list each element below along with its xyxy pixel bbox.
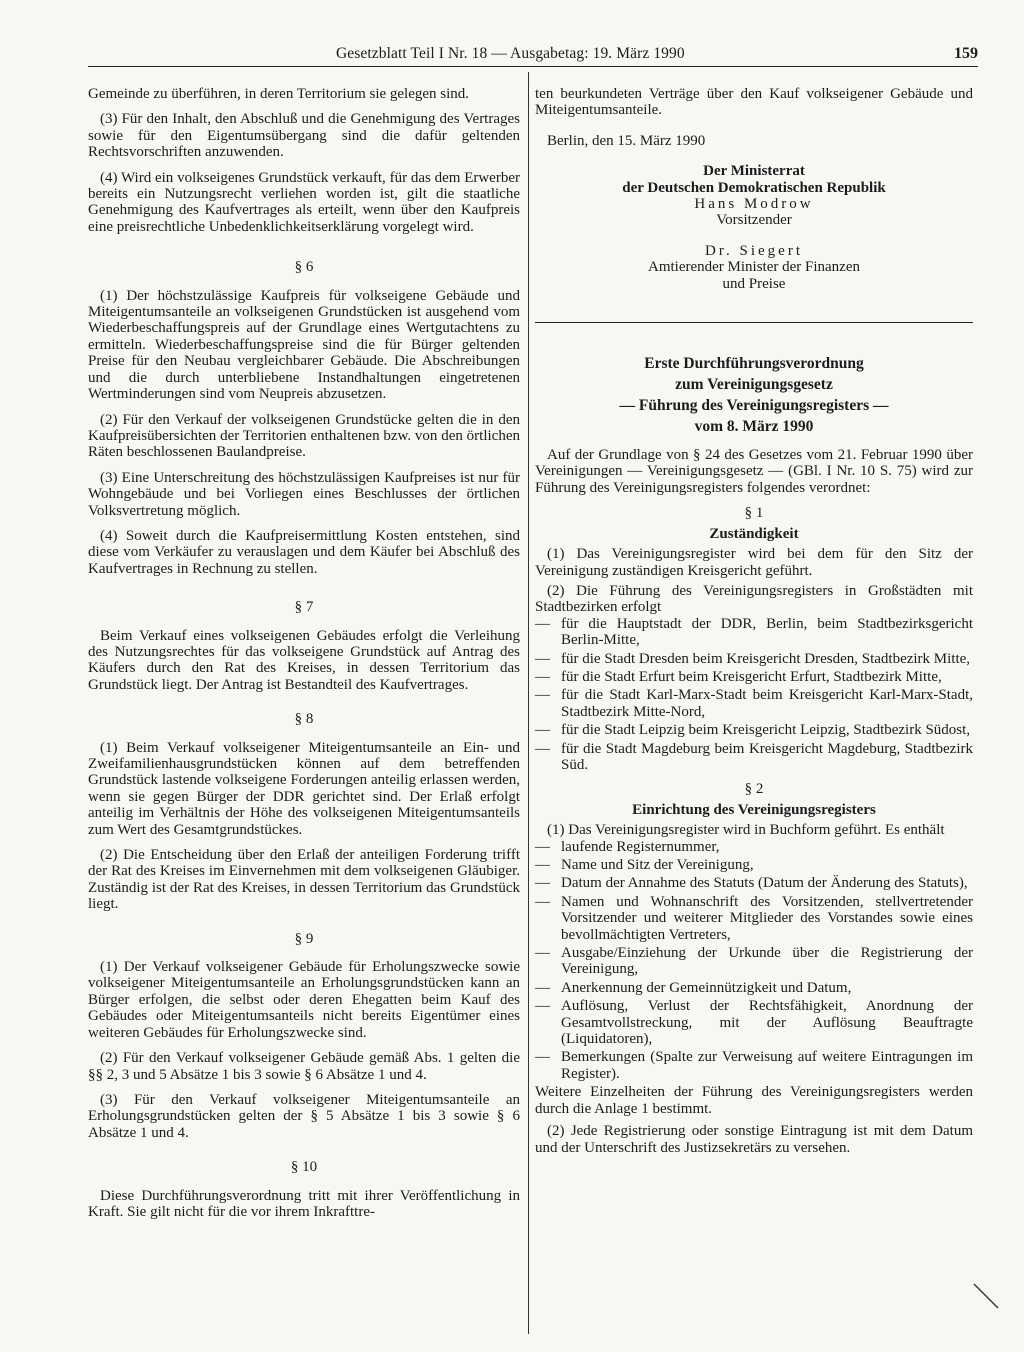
paragraph: (1) Das Vereinigungsregister wird bei dem für den Sitz der Vereinigung zuständigen Kreisgericht geführt.: [535, 546, 973, 579]
dash: —: [535, 998, 550, 1015]
list-item: [535, 616, 973, 649]
page-number: 159: [954, 45, 978, 62]
list-item-text: für die Stadt Magdeburg beim Kreisgericht Magdeburg, Stadtbezirk Süd.: [561, 740, 973, 773]
paragraph: Diese Durchführungsverordnung tritt mit ihrer Veröffentlichung in Kraft. Sie gilt nicht für die vor ihrem Inkrafttre-: [88, 1187, 520, 1220]
dash: —: [535, 740, 550, 757]
dash: —: [535, 857, 550, 873]
section-title: Einrichtung des Vereinigungsregisters: [632, 801, 876, 818]
list-item-text: für die Stadt Karl-Marx-Stadt beim Kreisgericht Karl-Marx-Stadt, Stadtbezirk Mitte-Nord,: [561, 687, 973, 720]
paragraph: (2) Die Führung des Vereinigungsregisters in Großstädten mit Stadtbezirken erfolgt: [535, 582, 973, 616]
section-heading: § 8: [294, 711, 314, 728]
dash: —: [535, 893, 550, 910]
section-heading: § 9: [294, 930, 314, 947]
signatory-role: und Preise: [722, 275, 786, 292]
list-item-text: Anerkennung der Gemeinnützigkeit und Datum,: [561, 979, 852, 996]
dash: —: [535, 722, 550, 739]
decree-date: vom 8. März 1990: [694, 418, 814, 436]
list-item: [535, 687, 973, 720]
paragraph: (3) Für den Verkauf volkseigener Miteigentumsanteile an Erholungsgrundstücken gelten der § 5 Absätze 1 bis 3 sowie § 6 Absätze 1 und 4.: [88, 1091, 520, 1141]
spacer: [535, 437, 973, 447]
signatory-name: Dr. Siegert: [705, 242, 803, 259]
list-item: [535, 651, 973, 667]
page-header: [88, 44, 978, 67]
list-item: [535, 875, 973, 891]
signatory-name: Hans Modrow: [694, 196, 814, 213]
list-item: [535, 980, 973, 996]
paragraph: (1) Beim Verkauf volkseigener Miteigentumsanteile an Ein- und Zweifamilienhausgrundstücken können auf dem betreffenden Grundstück lastende volkseigene Forderungen anteilig erlassen werden, wenn sie gegen Bürger der DDR gerichtet sind. Der Erlaß erfolgt anteilig im Verhältnis der Höhe des volkseigenen Miteigentumsanteils zum Wert des Gesamtgrundstückes.: [88, 739, 520, 838]
list-item-text: Name und Sitz der Vereinigung,: [561, 857, 754, 873]
list-item-text: laufende Registernummer,: [561, 838, 720, 855]
paragraph: (2) Die Entscheidung über den Erlaß der anteiligen Forderung trifft der Rat des Kreises im Einvernehmen mit dem volkseigenen Gläubiger. Zuständig ist der Rat des Kreises, in dessen Territorium das Grundstück liegt.: [88, 847, 520, 913]
paragraph: Beim Verkauf eines volkseigenen Gebäudes erfolgt die Verleihung des Nutzungsrechtes für das volkseigene Grundstück auf Antrag des Käufers durch den Rat des Kreises, in dessen Territorium das Grundstück liegt. Der Antrag ist Bestandteil des Kaufvertrages.: [88, 627, 520, 693]
paragraph: (4) Wird ein volkseigenes Grundstück verkauft, für das dem Erwerber bereits ein Nutzungsrecht verliehen worden ist, gilt die staatliche Genehmigung des Kaufvertrages als erteilt, wenn über den Kaufpreis eine preisrechtliche Unbedenklichkeitserklärung vorgelegt wird.: [88, 169, 520, 235]
decree-title: — Führung des Vereinigungsregisters —: [619, 397, 889, 415]
signatory-role: Amtierender Minister der Finanzen: [647, 259, 860, 276]
place-date: Berlin, den 15. März 1990: [547, 132, 706, 149]
list-item-text: für die Stadt Erfurt beim Kreisgericht Erfurt, Stadtbezirk Mitte,: [561, 668, 942, 685]
list-item-text: Namen und Wohnanschrift des Vorsitzenden, stellvertretender Vorsitzender und weiterer Mitglieder des Vorstandes sowie eines bevollmächtigten Vertreters,: [561, 893, 973, 943]
paragraph: (1) Der Verkauf volkseigener Gebäude für Erholungszwecke sowie volkseigener Miteigentumsanteile an Erholungsgrundstücken kann an Bürger erfolgen, die selbst oder deren Ehegatten beim Kauf des Gebäudes oder Miteigentumsanteils nicht bereits Eigentümer eines weiteren Gebäudes für Erholungszwecke sind.: [88, 959, 520, 1041]
list-item: [535, 839, 973, 855]
list-item-text: Bemerkungen (Spalte zur Verweisung auf weitere Eintragungen im Register).: [561, 1049, 973, 1082]
list-item: [535, 998, 973, 1047]
paragraph: (1) Der höchstzulässige Kaufpreis für volkseigene Gebäude und Miteigentumsanteile an volkseigenen Grundstücken ist ausgehend vom Wiederbeschaffungspreis auf der Grundlage eines Wertgutachtens zu ermitteln. Wiederbeschaffungspreise sind die für Bürger geltenden Preise für den Neubau vergleichbarer Gebäude. Die Abschreibungen und die durch unterbliebene Instandhaltungen eingetretenen Wertminderungen sind vom Neupreis abzusetzen.: [88, 287, 520, 403]
list-item-text: Auflösung, Verlust der Rechtsfähigkeit, Anordnung der Gesamtvollstreckung, mit der Auflösung Beauftragte (Liquidatoren),: [561, 998, 973, 1048]
paragraph: (2) Für den Verkauf volkseigener Gebäude gemäß Abs. 1 gelten die §§ 2, 3 und 5 Absätze 1 bis 3 sowie § 6 Absätze 1 und 4.: [88, 1050, 520, 1083]
paragraph: (1) Das Vereinigungsregister wird in Buchform geführt. Es enthält: [547, 822, 945, 839]
list-item: [535, 894, 973, 943]
left-column: [88, 86, 520, 1220]
dash: —: [535, 650, 550, 667]
list-item: [535, 945, 973, 978]
list-item-text: Datum der Annahme des Statuts (Datum der Änderung des Statuts),: [561, 875, 968, 892]
dash: —: [535, 979, 550, 996]
dash: —: [535, 687, 550, 704]
header-title: Gesetzblatt Teil I Nr. 18 — Ausgabetag: 19. März 1990: [336, 45, 685, 62]
decree-title: zum Vereinigungsgesetz: [675, 376, 833, 394]
list-item-text: für die Hauptstadt der DDR, Berlin, beim Stadtbezirksgericht Berlin-Mitte,: [561, 615, 973, 649]
pencil-stroke-mark: [972, 1282, 1002, 1312]
paragraph: (3) Eine Unterschreitung des höchstzulässigen Kaufpreises ist nur für Wohngebäude und bei Vorliegen eines Beschlusses der örtlichen Volksvertretung möglich.: [88, 469, 520, 519]
column-divider: [528, 72, 529, 1334]
paragraph: (4) Soweit durch die Kaufpreisermittlung Kosten entstehen, sind diese vom Verkäufer zu verauslagen und dem Käufer bei Abschluß des Kaufvertrages in Rechnung zu stellen.: [88, 527, 520, 577]
paragraph: (2) Jede Registrierung oder sonstige Eintragung ist mit dem Datum und der Unterschrift des Justizsekretärs zu versehen.: [535, 1123, 973, 1156]
signatory-role: Vorsitzender: [716, 212, 792, 229]
section-rule: [535, 322, 973, 323]
list-item: [535, 741, 973, 774]
list-item: [535, 1049, 973, 1082]
paragraph: Auf der Grundlage von § 24 des Gesetzes vom 21. Februar 1990 über Vereinigungen — Vereinigungsgesetz — (GBl. I Nr. 10 S. 75) wird zur Führung des Vereinigungsregisters folgendes verordnet:: [535, 447, 973, 496]
list-item-text: Ausgabe/Einziehung der Urkunde über die Registrierung der Vereinigung,: [561, 945, 973, 978]
list-register-contents: [535, 839, 973, 1083]
list-item: [535, 722, 973, 738]
signature-body: der Deutschen Demokratischen Republik: [622, 179, 886, 196]
section-heading: § 6: [294, 259, 314, 276]
spacer: [535, 229, 973, 243]
list-item: [535, 669, 973, 685]
paragraph: Weitere Einzelheiten der Führung des Vereinigungsregisters werden durch die Anlage 1 bestimmt.: [535, 1084, 973, 1117]
paragraph: (2) Für den Verkauf der volkseigenen Grundstücke gelten die in den Kaufpreisübersichten der Territorien enthaltenen bzw. von den örtlichen Räten beschlossenen Baulandpreise.: [88, 411, 520, 461]
paragraph: Gemeinde zu überführen, in deren Territorium sie gelegen sind.: [88, 86, 470, 102]
dash: —: [535, 1049, 550, 1066]
dash: —: [535, 668, 550, 685]
dash: —: [535, 945, 550, 962]
list-item-text: für die Stadt Dresden beim Kreisgericht Dresden, Stadtbezirk Mitte,: [561, 650, 971, 667]
decree-title: Erste Durchführungsverordnung: [644, 355, 864, 373]
paragraph: (3) Für den Inhalt, den Abschluß und die Genehmigung des Vertrages sowie für den Eigentumsübergang sind die dafür geltenden Rechtsvorschriften anzuwenden.: [88, 111, 520, 161]
right-column: [535, 86, 973, 1156]
list-item: [535, 857, 973, 873]
section-title: Zuständigkeit: [709, 525, 799, 542]
section-heading: § 7: [294, 599, 314, 616]
dash: —: [535, 615, 550, 632]
section-heading: § 10: [290, 1159, 318, 1176]
list-item-text: für die Stadt Leipzig beim Kreisgericht Leipzig, Stadtbezirk Südost,: [561, 722, 971, 739]
section-heading: § 2: [744, 781, 764, 798]
dash: —: [535, 838, 550, 855]
section-heading: § 1: [744, 505, 764, 522]
dash: —: [535, 875, 550, 892]
list-district-courts: [535, 616, 973, 774]
signature-body: Der Ministerrat: [703, 163, 805, 180]
paragraph: ten beurkundeten Verträge über den Kauf volkseigener Gebäude und Miteigentumsanteile.: [535, 86, 973, 119]
